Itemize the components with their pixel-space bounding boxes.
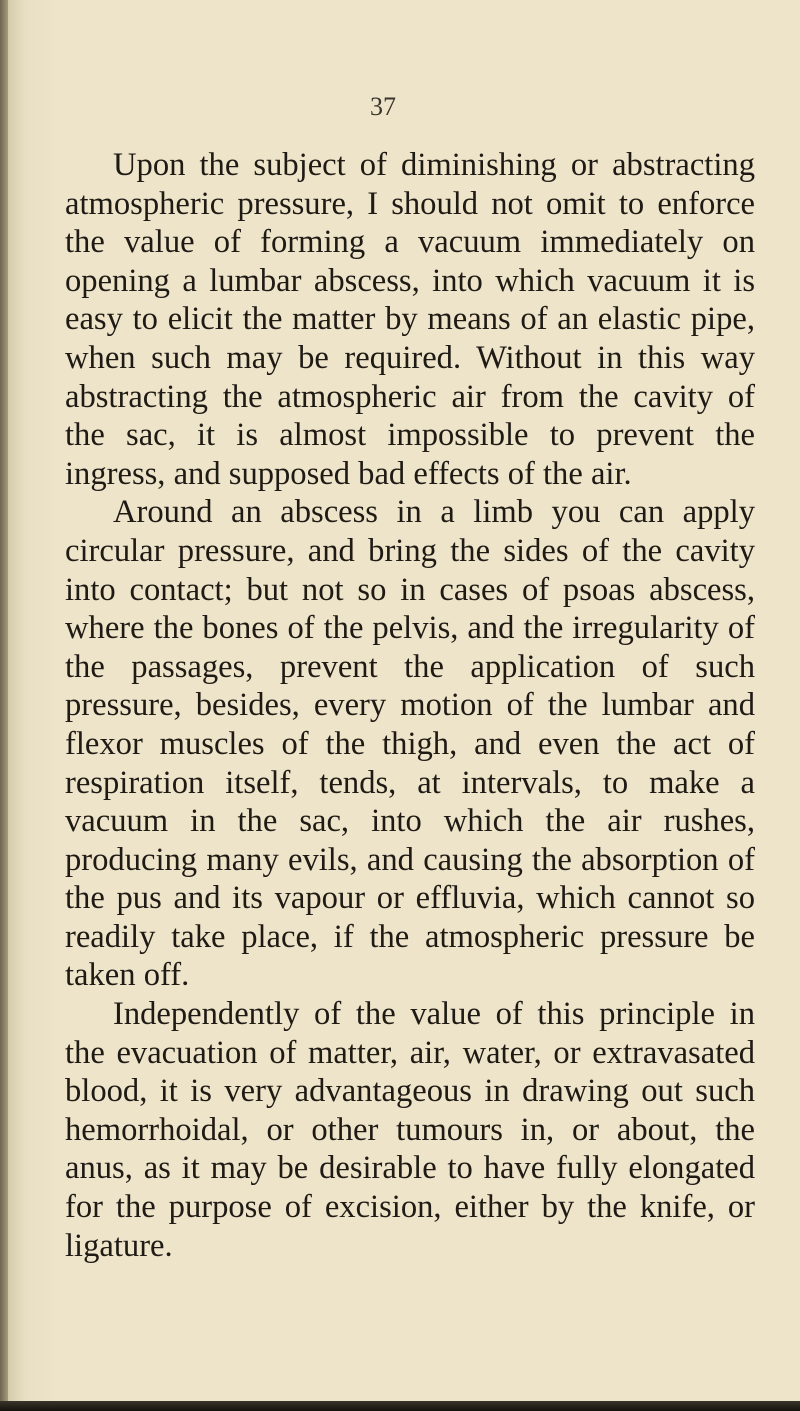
page-number: 37 xyxy=(370,92,396,121)
paragraph-2: Around an abscess in a limb you can apply circular pressure, and bring the sides of the cavity into contact; but not so in cases of psoas abscess, where the bones of the pelvis, and the irregularity of the passages, prevent the application of such pressure, besides, every motion of the lumbar and flexor muscles of the thigh, and even the act of respiration itself, tends, at intervals, to make a vacuum in the sac, into which the air rushes, producing many evils, and causing the absorption of the pus and its vapour or effluvia, which cannot so readily take place, if the atmospheric pressure be taken off. xyxy=(65,494,755,994)
body-text xyxy=(65,146,755,1265)
paragraph-3: Independently of the value of this principle in the evacuation of matter, air, water, or extravasated blood, it is very advantageous in drawing out such hemorrhoidal, or other tumours in, or about, the anus, as it may be desirable to have fully elongated for the purpose of excision, either by the knife, or ligature. xyxy=(65,996,755,1264)
paragraph-1: Upon the subject of diminishing or abstracting atmospheric pressure, I should not omit to enforce the value of forming a vacuum immediately on opening a lumbar abscess, into which vacuum it is easy to elicit the matter by means of an elastic pipe, when such may be required. Without in this way abstracting the atmospheric air from the cavity of the sac, it is almost impossible to prevent the ingress, and supposed bad effects of the air. xyxy=(65,147,755,492)
spine-shadow xyxy=(0,0,8,1411)
page-bottom-edge xyxy=(0,1401,800,1411)
